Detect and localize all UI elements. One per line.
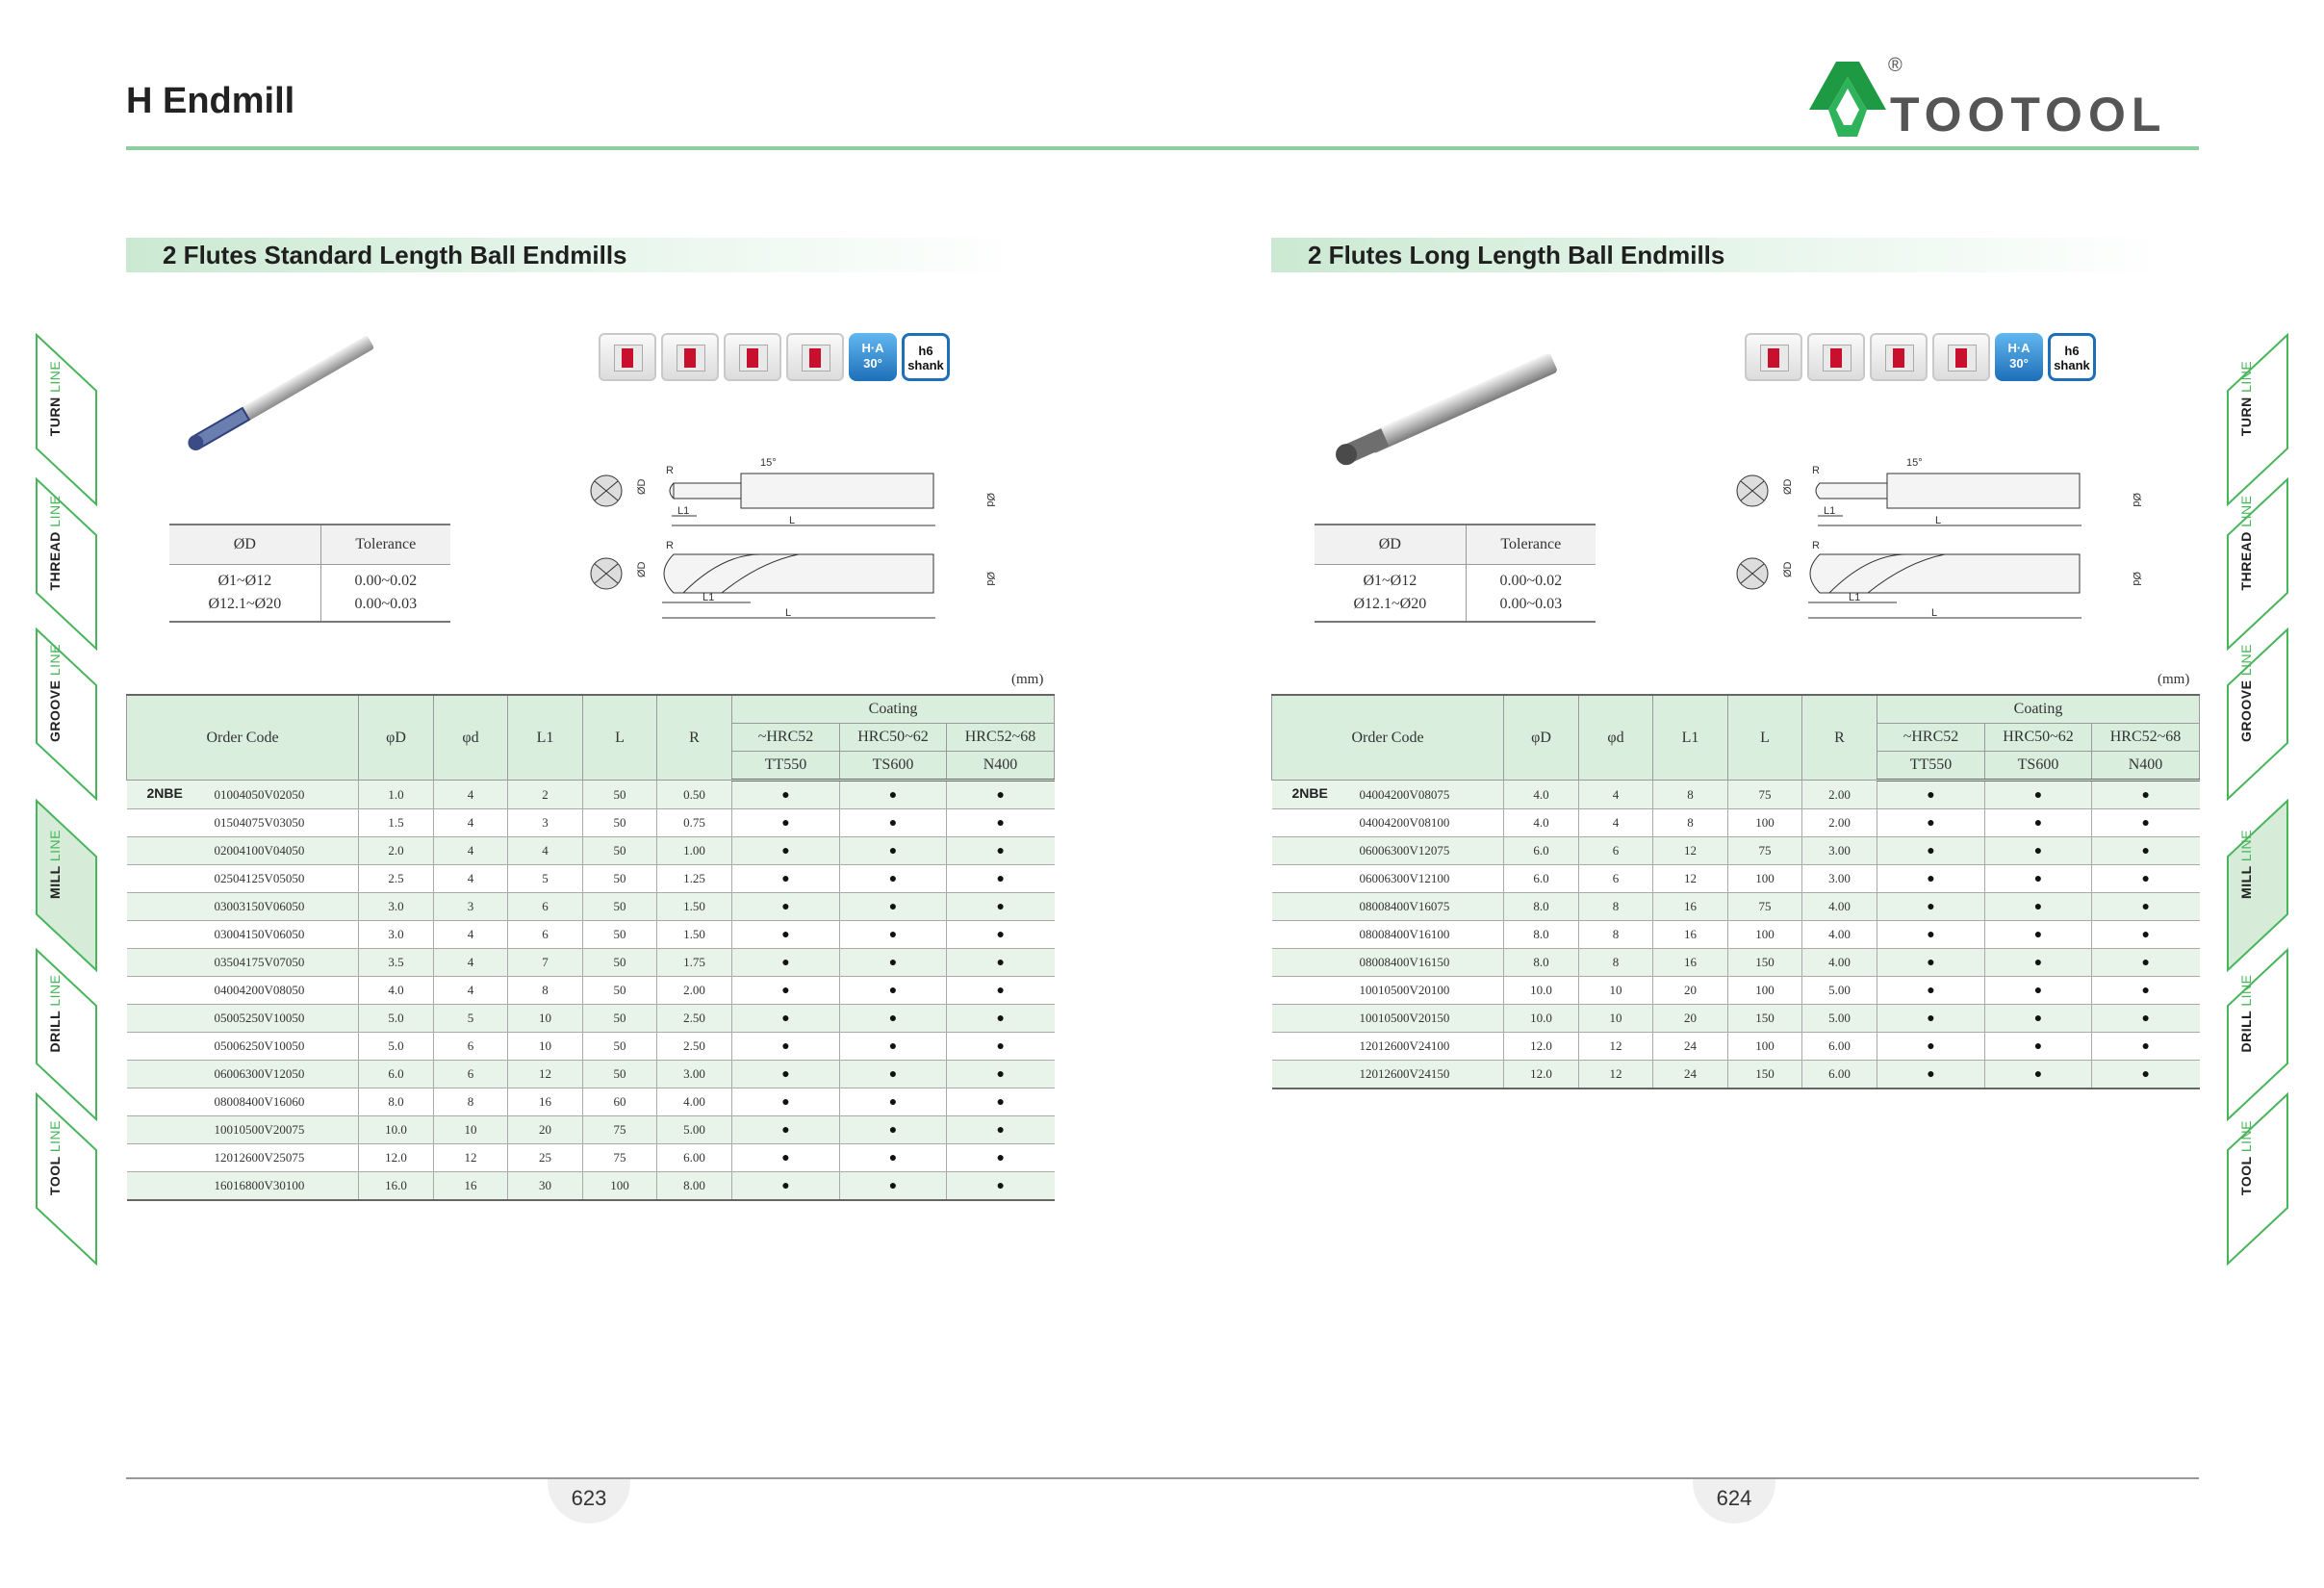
order-code-cell: 12012600V25075 [127, 1144, 359, 1172]
availability-dot: ● [732, 977, 840, 1005]
order-code-cell: 06006300V12075 [1272, 837, 1504, 865]
tootool-logo [1807, 50, 2202, 139]
page-number-right: 624 [1693, 1479, 1775, 1524]
order-code-cell: 04004200V08100 [1272, 809, 1504, 837]
slotting-icon [1745, 333, 1802, 381]
availability-dot: ● [840, 865, 947, 893]
svg-text:Ød: Ød [984, 493, 996, 507]
availability-dot: ● [1877, 977, 1985, 1005]
svg-text:L: L [789, 515, 796, 526]
order-code-cell: 10010500V20150 [1272, 1005, 1504, 1033]
availability-dot: ● [947, 1089, 1055, 1116]
svg-text:R: R [666, 465, 674, 476]
availability-dot: ● [1985, 949, 2092, 977]
table-row: 06006300V12075 6.0 6 12 75 3.00 ● ● ● [1272, 837, 2200, 865]
slotting-icon [599, 333, 656, 381]
availability-dot: ● [947, 837, 1055, 865]
svg-text:15°: 15° [1906, 457, 1923, 469]
pocketing-icon [786, 333, 844, 381]
availability-dot: ● [732, 1061, 840, 1089]
table-row: 04004200V08100 4.0 4 8 100 2.00 ● ● ● [1272, 809, 2200, 837]
availability-dot: ● [840, 1089, 947, 1116]
header-divider [126, 146, 2199, 150]
order-code-cell: 02004100V04050 [127, 837, 359, 865]
table-row: 08008400V16150 8.0 8 16 150 4.00 ● ● ● [1272, 949, 2200, 977]
availability-dot: ● [1877, 1061, 1985, 1089]
table-row: 12012600V24100 12.0 12 24 100 6.00 ● ● ● [1272, 1033, 2200, 1061]
availability-dot: ● [1985, 809, 2092, 837]
order-code-cell: 04004200V08050 [127, 977, 359, 1005]
availability-dot: ● [2092, 809, 2200, 837]
order-code-cell: 02504125V05050 [127, 865, 359, 893]
profiling-icon [724, 333, 781, 381]
order-code-cell: 12012600V24150 [1272, 1061, 1504, 1089]
tool-photo-long [1323, 346, 1554, 481]
availability-dot: ● [947, 1116, 1055, 1144]
shoulder-milling-icon [661, 333, 719, 381]
page-title: H Endmill [126, 81, 295, 121]
availability-dot: ● [1877, 781, 1985, 809]
availability-dot: ● [2092, 837, 2200, 865]
table-row: 10010500V20100 10.0 10 20 100 5.00 ● ● ● [1272, 977, 2200, 1005]
availability-dot: ● [840, 949, 947, 977]
availability-dot: ● [732, 893, 840, 921]
table-row: 02004100V04050 2.0 4 4 50 1.00 ● ● ● [127, 837, 1055, 865]
order-code-cell: 10010500V20100 [1272, 977, 1504, 1005]
availability-dot: ● [2092, 949, 2200, 977]
availability-dot: ● [732, 1116, 840, 1144]
availability-dot: ● [1985, 921, 2092, 949]
availability-dot: ● [840, 1005, 947, 1033]
order-code-cell: 16016800V30100 [127, 1172, 359, 1201]
table-row: 12012600V25075 12.0 12 25 75 6.00 ● ● ● [127, 1144, 1055, 1172]
order-code-cell: 06006300V12100 [1272, 865, 1504, 893]
side-tab-mill[interactable]: MILL LINE [2226, 799, 2289, 972]
availability-dot: ● [1877, 1005, 1985, 1033]
spec-table-left: Order Code φD φd L1 L R Coating ~HRC52 HRC50~62 HRC52~68 TT550 TS600 N400 2NBE 01004050V02050 1.0 4 2 50 0.50 ● ● ● 01504075V03050 1.5 4 3 50 0.75 ● ● ● 02004100V04050 2.0 4 4 50 1.00 ● ● ● 02504125V05050 2.5 4 5 50 1.25 ● ● ● 03003150V06050 3.0 3 6 50 1.50 ● ● ● 03004150V06050 3.0 4 6 50 1.50 ● ● ● 03504175V07050 3.5 4 7 50 1.75 ● ● ● 04004200V08050 4.0 4 8 50 2.00 ● ● ● 05005250V10050 5.0 5 10 50 2.50 ● ● ● 05006250V10050 5.0 6 10 50 2.50 ● ● ● 06006300V12050 6.0 6 12 50 3.00 ● ● ● 08008400V16060 8.0 8 16 60 4.00 ● ● ● 10010500V20075 10.0 10 20 75 5.00 ● ● ● 12012600V25075 12.0 12 25 75 6.00 ● ● ● 16016800V30100 16.0 16 30 100 8.00 ● ● ● [126, 694, 1055, 1201]
availability-dot: ● [1985, 977, 2092, 1005]
svg-text:ØD: ØD [1782, 478, 1794, 495]
availability-dot: ● [2092, 1005, 2200, 1033]
order-code-cell: 10010500V20075 [127, 1116, 359, 1144]
order-code-cell: 12012600V24100 [1272, 1033, 1504, 1061]
order-code-cell: 2NBE 01004050V02050 [127, 781, 359, 809]
order-code-cell: 08008400V16150 [1272, 949, 1504, 977]
svg-text:L: L [785, 607, 792, 619]
svg-text:®: ® [1888, 55, 1903, 76]
svg-text:L1: L1 [702, 592, 715, 603]
footer-divider [126, 1477, 2199, 1479]
availability-dot: ● [732, 837, 840, 865]
availability-dot: ● [947, 1144, 1055, 1172]
logo-mark-icon [1807, 50, 2202, 139]
section-title-left: 2 Flutes Standard Length Ball Endmills [126, 238, 1021, 272]
svg-text:L1: L1 [677, 505, 690, 517]
order-code-cell: 06006300V12050 [127, 1061, 359, 1089]
availability-dot: ● [732, 1144, 840, 1172]
pocketing-icon [1932, 333, 1990, 381]
availability-dot: ● [2092, 921, 2200, 949]
availability-dot: ● [2092, 1061, 2200, 1089]
table-row: 12012600V24150 12.0 12 24 150 6.00 ● ● ● [1272, 1061, 2200, 1089]
table-row: 05006250V10050 5.0 6 10 50 2.50 ● ● ● [127, 1033, 1055, 1061]
order-code-cell: 05005250V10050 [127, 1005, 359, 1033]
availability-dot: ● [947, 781, 1055, 809]
table-row: 08008400V16075 8.0 8 16 75 4.00 ● ● ● [1272, 893, 2200, 921]
availability-dot: ● [947, 809, 1055, 837]
svg-text:ØD: ØD [636, 478, 648, 495]
availability-dot: ● [1877, 809, 1985, 837]
svg-text:Ød: Ød [2131, 572, 2142, 586]
availability-dot: ● [947, 1172, 1055, 1201]
table-row: 06006300V12100 6.0 6 12 100 3.00 ● ● ● [1272, 865, 2200, 893]
page-number-left: 623 [548, 1479, 630, 1524]
helix-angle-icon: H·A 30° [849, 333, 897, 381]
side-tab-thread[interactable]: THREAD LINE [35, 477, 98, 651]
availability-dot: ● [840, 1116, 947, 1144]
availability-dot: ● [840, 781, 947, 809]
h6-shank-icon: h6 shank [902, 333, 950, 381]
table-row: 03004150V06050 3.0 4 6 50 1.50 ● ● ● [127, 921, 1055, 949]
h6-shank-icon: h6 shank [2048, 333, 2096, 381]
availability-dot: ● [947, 949, 1055, 977]
svg-text:L1: L1 [1849, 592, 1861, 603]
availability-dot: ● [732, 809, 840, 837]
order-code-cell: 2NBE 04004200V08075 [1272, 781, 1504, 809]
order-code-cell: 08008400V16075 [1272, 893, 1504, 921]
availability-dot: ● [732, 865, 840, 893]
availability-dot: ● [840, 921, 947, 949]
availability-dot: ● [2092, 1033, 2200, 1061]
side-tab-drill[interactable]: DRILL LINE [2226, 948, 2289, 1121]
availability-dot: ● [1985, 1061, 2092, 1089]
tool-drawing-standard [577, 448, 1001, 646]
svg-text:R: R [1812, 465, 1820, 476]
table-row: 06006300V12050 6.0 6 12 50 3.00 ● ● ● [127, 1061, 1055, 1089]
availability-dot: ● [840, 1144, 947, 1172]
svg-text:L1: L1 [1824, 505, 1836, 517]
availability-dot: ● [947, 865, 1055, 893]
series-label: 2NBE [146, 785, 183, 801]
table-row: 08008400V16100 8.0 8 16 100 4.00 ● ● ● [1272, 921, 2200, 949]
table-row: 2NBE 01004050V02050 1.0 4 2 50 0.50 ● ● ● [127, 781, 1055, 809]
side-tab-mill[interactable]: MILL LINE [35, 799, 98, 972]
svg-text:15°: 15° [760, 457, 777, 469]
side-tab-groove[interactable]: GROOVE LINE [35, 628, 98, 801]
availability-dot: ● [1985, 837, 2092, 865]
order-code-cell: 05006250V10050 [127, 1033, 359, 1061]
side-tab-turn[interactable]: TURN LINE [35, 333, 98, 506]
table-row: 10010500V20150 10.0 10 20 150 5.00 ● ● ● [1272, 1005, 2200, 1033]
order-code-cell: 03003150V06050 [127, 893, 359, 921]
table-row: 05005250V10050 5.0 5 10 50 2.50 ● ● ● [127, 1005, 1055, 1033]
order-code-cell: 03004150V06050 [127, 921, 359, 949]
application-icons-right [1745, 333, 2096, 381]
svg-text:L: L [1935, 515, 1942, 526]
svg-text:L: L [1931, 607, 1938, 619]
spec-table-right: Order Code φD φd L1 L R Coating ~HRC52 HRC50~62 HRC52~68 TT550 TS600 N400 2NBE 04004200V08075 4.0 4 8 75 2.00 ● ● ● 04004200V08100 4.0 4 8 100 2.00 ● ● ● 06006300V12075 6.0 6 12 75 3.00 ● ● ● 06006300V12100 6.0 6 12 100 3.00 ● ● ● 08008400V16075 8.0 8 16 75 4.00 ● ● ● 08008400V16100 8.0 8 16 100 4.00 ● ● ● 08008400V16150 8.0 8 16 150 4.00 ● ● ● 10010500V20100 10.0 10 20 100 5.00 ● ● ● 10010500V20150 10.0 10 20 150 5.00 ● ● ● 12012600V24100 12.0 12 24 100 6.00 ● ● ● 12012600V24150 12.0 12 24 150 6.00 ● ● ● [1271, 694, 2200, 1089]
svg-text:R: R [666, 540, 674, 551]
table-row: 10010500V20075 10.0 10 20 75 5.00 ● ● ● [127, 1116, 1055, 1144]
side-tab-tool[interactable]: TOOL LINE [35, 1092, 98, 1266]
tool-photo-standard [164, 327, 395, 462]
availability-dot: ● [947, 977, 1055, 1005]
availability-dot: ● [1877, 837, 1985, 865]
tolerance-table-left: ØD Tolerance Ø1~Ø12 0.00~0.02 Ø12.1~Ø20 0.00~0.03 [169, 524, 450, 623]
availability-dot: ● [947, 1033, 1055, 1061]
availability-dot: ● [1877, 921, 1985, 949]
availability-dot: ● [732, 1005, 840, 1033]
availability-dot: ● [947, 921, 1055, 949]
unit-label-right: (mm) [2158, 672, 2190, 687]
order-code-cell: 08008400V16100 [1272, 921, 1504, 949]
availability-dot: ● [840, 893, 947, 921]
availability-dot: ● [947, 893, 1055, 921]
availability-dot: ● [732, 921, 840, 949]
table-row: 03003150V06050 3.0 3 6 50 1.50 ● ● ● [127, 893, 1055, 921]
availability-dot: ● [732, 1033, 840, 1061]
table-row: 08008400V16060 8.0 8 16 60 4.00 ● ● ● [127, 1089, 1055, 1116]
tool-drawing-long [1724, 448, 2147, 646]
table-row: 03504175V07050 3.5 4 7 50 1.75 ● ● ● [127, 949, 1055, 977]
availability-dot: ● [1877, 949, 1985, 977]
availability-dot: ● [732, 781, 840, 809]
availability-dot: ● [1877, 1033, 1985, 1061]
order-code-cell: 08008400V16060 [127, 1089, 359, 1116]
svg-text:Ød: Ød [2131, 493, 2142, 507]
availability-dot: ● [732, 1172, 840, 1201]
availability-dot: ● [1985, 781, 2092, 809]
series-label: 2NBE [1291, 785, 1328, 801]
table-row: 16016800V30100 16.0 16 30 100 8.00 ● ● ● [127, 1172, 1055, 1201]
availability-dot: ● [840, 809, 947, 837]
availability-dot: ● [840, 1172, 947, 1201]
svg-text:ØD: ØD [1782, 561, 1794, 577]
table-row: 02504125V05050 2.5 4 5 50 1.25 ● ● ● [127, 865, 1055, 893]
availability-dot: ● [840, 977, 947, 1005]
availability-dot: ● [732, 949, 840, 977]
helix-angle-icon: H·A 30° [1995, 333, 2043, 381]
unit-label-left: (mm) [1011, 672, 1044, 687]
availability-dot: ● [1985, 893, 2092, 921]
svg-text:Ød: Ød [984, 572, 996, 586]
availability-dot: ● [840, 1061, 947, 1089]
side-tab-groove[interactable]: GROOVE LINE [2226, 628, 2289, 801]
availability-dot: ● [840, 1033, 947, 1061]
availability-dot: ● [2092, 781, 2200, 809]
order-code-cell: 01504075V03050 [127, 809, 359, 837]
availability-dot: ● [1985, 1005, 2092, 1033]
shoulder-milling-icon [1807, 333, 1865, 381]
svg-text:R: R [1812, 540, 1820, 551]
table-row: 01504075V03050 1.5 4 3 50 0.75 ● ● ● [127, 809, 1055, 837]
availability-dot: ● [1877, 865, 1985, 893]
availability-dot: ● [2092, 865, 2200, 893]
profiling-icon [1870, 333, 1928, 381]
availability-dot: ● [947, 1005, 1055, 1033]
side-tab-drill[interactable]: DRILL LINE [35, 948, 98, 1121]
order-code-cell: 03504175V07050 [127, 949, 359, 977]
availability-dot: ● [947, 1061, 1055, 1089]
availability-dot: ● [1985, 865, 2092, 893]
table-row: 2NBE 04004200V08075 4.0 4 8 75 2.00 ● ● ● [1272, 781, 2200, 809]
logo-wordmark: TOOTOOL [1890, 88, 2167, 139]
section-title-right: 2 Flutes Long Length Ball Endmills [1271, 238, 2166, 272]
availability-dot: ● [840, 837, 947, 865]
availability-dot: ● [732, 1089, 840, 1116]
side-tab-turn[interactable]: TURN LINE [2226, 333, 2289, 506]
availability-dot: ● [1877, 893, 1985, 921]
availability-dot: ● [1985, 1033, 2092, 1061]
availability-dot: ● [2092, 977, 2200, 1005]
tolerance-table-right: ØD Tolerance Ø1~Ø12 0.00~0.02 Ø12.1~Ø20 0.00~0.03 [1315, 524, 1596, 623]
svg-text:ØD: ØD [636, 561, 648, 577]
application-icons-left [599, 333, 950, 381]
side-tab-tool[interactable]: TOOL LINE [2226, 1092, 2289, 1266]
availability-dot: ● [2092, 893, 2200, 921]
table-row: 04004200V08050 4.0 4 8 50 2.00 ● ● ● [127, 977, 1055, 1005]
side-tab-thread[interactable]: THREAD LINE [2226, 477, 2289, 651]
